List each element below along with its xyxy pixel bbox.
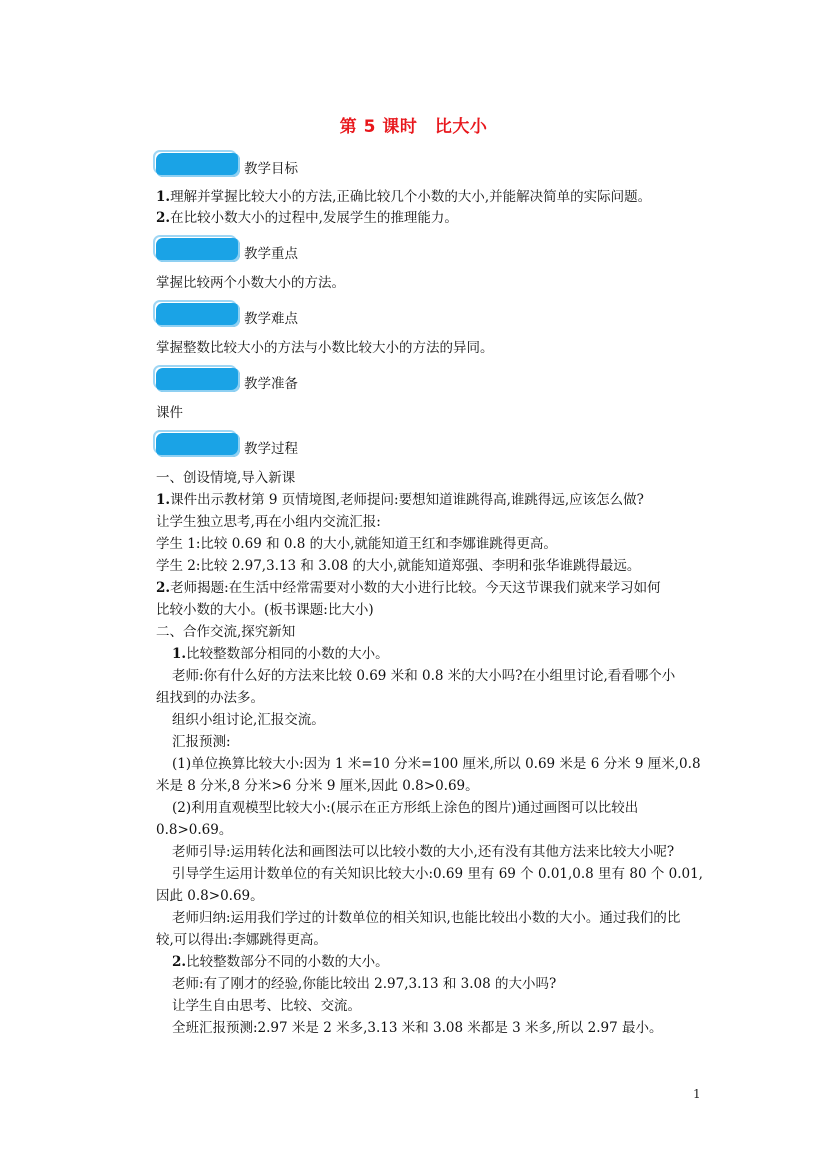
process-line: 学生 2:比较 2.97,3.13 和 3.08 的大小,就能知道郑强、李明和张华谁跳得最远。 — [156, 558, 641, 574]
section-label: 教学目标 — [244, 161, 298, 177]
process-line: 比较小数的大小。(板书课题:比大小) — [156, 602, 374, 618]
process-line: (1)单位换算比较大小:因为 1 米=10 分米=100 厘米,所以 0.69 米是 6 分米 9 厘米,0.8 — [172, 756, 701, 772]
goal-item-1: 1.理解并掌握比较大小的方法,正确比较几个小数的大小,并能解决简单的实际问题。 — [156, 189, 652, 205]
process-line: 汇报预测: — [172, 734, 231, 750]
section-label: 教学过程 — [244, 441, 298, 457]
key-points-text: 掌握比较两个小数大小的方法。 — [156, 275, 345, 291]
process-line: 组织小组讨论,汇报交流。 — [172, 712, 325, 728]
process-line: (2)利用直观模型比较大小:(展示在正方形纸上涂色的图片)通过画图可以比较出 — [172, 800, 639, 816]
process-part-2: 二、合作交流,探究新知 — [156, 624, 296, 640]
section-label: 教学难点 — [244, 311, 298, 327]
section-label: 教学重点 — [244, 246, 298, 262]
goal-item-2: 2.在比较小数大小的过程中,发展学生的推理能力。 — [156, 210, 458, 226]
preparation-text: 课件 — [156, 405, 183, 421]
section-badge — [156, 153, 240, 177]
process-line: 0.8>0.69。 — [156, 822, 233, 838]
process-line: 较,可以得出:李娜跳得更高。 — [156, 932, 327, 948]
process-line: 2.老师揭题:在生活中经常需要对小数的大小进行比较。今天这节课我们就来学习如何 — [156, 580, 661, 596]
process-line: 让学生独立思考,再在小组内交流汇报: — [156, 514, 381, 530]
page-number: 1 — [693, 1087, 701, 1101]
difficulties-text: 掌握整数比较大小的方法与小数比较大小的方法的异同。 — [156, 340, 494, 356]
process-line: 1.课件出示教材第 9 页情境图,老师提问:要想知道谁跳得高,谁跳得远,应该怎么做? — [156, 492, 644, 508]
process-line: 老师归纳:运用我们学过的计数单位的相关知识,也能比较出小数的大小。通过我们的比 — [172, 910, 681, 926]
process-line: 2.比较整数部分不同的小数的大小。 — [172, 954, 389, 970]
section-badge — [156, 303, 240, 327]
process-line: 因此 0.8>0.69。 — [156, 888, 264, 904]
process-line: 米是 8 分米,8 分米>6 分米 9 厘米,因此 0.8>0.69。 — [156, 778, 479, 794]
section-badge — [156, 238, 240, 262]
process-line: 老师引导:运用转化法和画图法可以比较小数的大小,还有没有其他方法来比较大小呢? — [172, 844, 675, 860]
section-label: 教学准备 — [244, 376, 298, 392]
process-line: 老师:有了刚才的经验,你能比较出 2.97,3.13 和 3.08 的大小吗? — [172, 976, 557, 992]
process-line: 学生 1:比较 0.69 和 0.8 的大小,就能知道王红和李娜谁跳得更高。 — [156, 536, 557, 552]
process-line: 1.比较整数部分相同的小数的大小。 — [172, 646, 389, 662]
process-line: 让学生自由思考、比较、交流。 — [172, 998, 361, 1014]
process-line: 老师:你有什么好的方法来比较 0.69 米和 0.8 米的大小吗?在小组里讨论,看看哪个小 — [172, 668, 676, 684]
section-badge — [156, 433, 240, 457]
page-title: 第 5 课时 比大小 — [339, 117, 488, 137]
process-line: 组找到的办法多。 — [156, 690, 264, 706]
process-part-1: 一、创设情境,导入新课 — [156, 470, 296, 486]
process-line: 全班汇报预测:2.97 米是 2 米多,3.13 米和 3.08 米都是 3 米多,所以 2.97 最小。 — [172, 1020, 663, 1036]
process-line: 引导学生运用计数单位的有关知识比较大小:0.69 里有 69 个 0.01,0.8 里有 80 个 0.01, — [172, 866, 703, 882]
section-badge — [156, 368, 240, 392]
